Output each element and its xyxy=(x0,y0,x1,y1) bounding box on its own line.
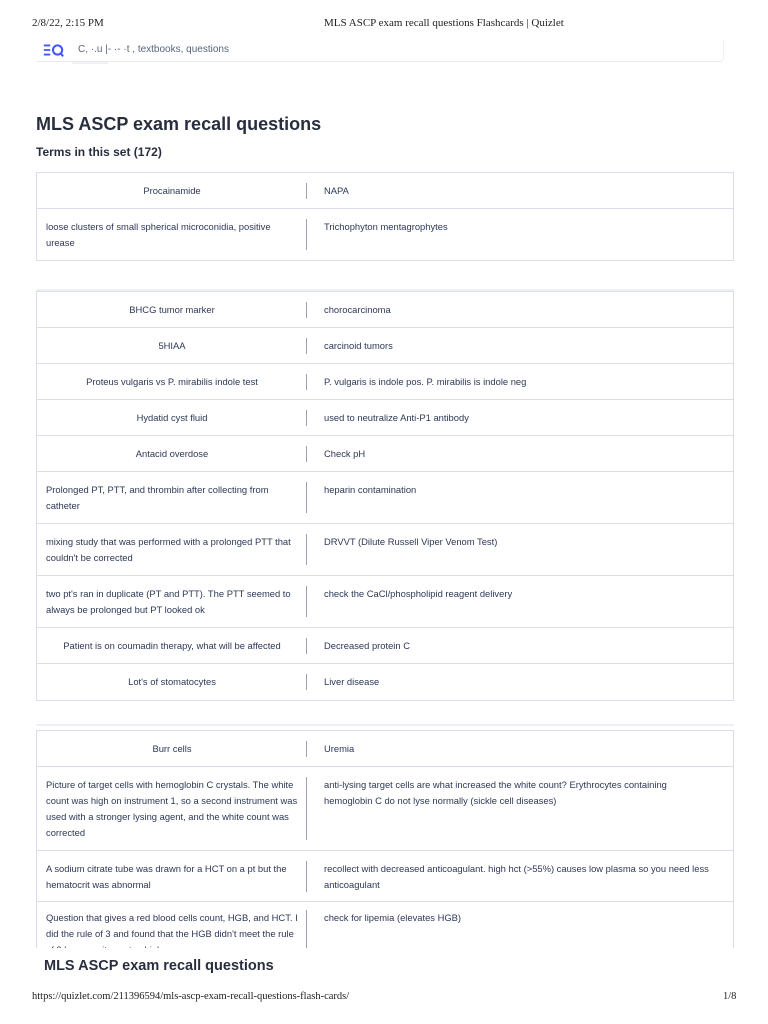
row-separator xyxy=(306,338,307,354)
print-page-number: 1/8 xyxy=(723,991,737,1002)
definition-text: Decreased protein C xyxy=(324,640,410,651)
term-text: BHCG tumor marker xyxy=(129,304,215,315)
print-footer xyxy=(0,991,768,1007)
print-header xyxy=(0,17,768,33)
term-row[interactable] xyxy=(37,731,733,767)
row-separator xyxy=(306,446,307,462)
term-text: Picture of target cells with hemoglobin C crystals. The white count was high on instrument 1, so a second instrument was used with a stronger lysing agent, and the white count was corrected xyxy=(46,779,298,838)
row-separator xyxy=(306,777,307,840)
card-divider xyxy=(36,724,734,726)
definition-text: Uremia xyxy=(324,743,355,754)
term-text: Proteus vulgaris vs P. mirabilis indole test xyxy=(86,376,258,387)
term-row[interactable] xyxy=(37,292,733,328)
row-separator xyxy=(306,534,307,565)
row-separator xyxy=(306,302,307,318)
definition-text: Liver disease xyxy=(324,676,380,687)
footer-title: MLS ASCP exam recall questions xyxy=(44,958,274,974)
term-text: Hydatid cyst fluid xyxy=(136,412,208,423)
term-text: Lot's of stomatocytes xyxy=(128,676,216,687)
row-separator xyxy=(306,586,307,617)
terms-heading: Terms in this set (172) xyxy=(36,145,162,159)
definition-text: used to neutralize Anti-P1 antibody xyxy=(324,412,469,423)
terms-card-3 xyxy=(36,730,734,960)
term-row[interactable] xyxy=(37,364,733,400)
terms-card-2 xyxy=(36,291,734,701)
definition-text: anti-lysing target cells are what increased the white count? Erythrocytes containing hemoglobin C do not lyse normally (sickle cell diseases) xyxy=(324,779,667,806)
term-row[interactable] xyxy=(37,664,733,700)
definition-text: chorocarcinoma xyxy=(324,304,391,315)
row-separator xyxy=(306,674,307,690)
terms-card-1 xyxy=(36,172,734,261)
definition-text: carcinoid tumors xyxy=(324,340,393,351)
print-date: 2/8/22, 2:15 PM xyxy=(32,17,104,29)
definition-text: NAPA xyxy=(324,185,349,196)
definition-text: check for lipemia (elevates HGB) xyxy=(324,912,462,923)
search-input[interactable]: C, ·.u |- ·- ·t , textbooks, questions xyxy=(78,44,229,55)
term-row[interactable] xyxy=(37,400,733,436)
page-title: MLS ASCP exam recall questions xyxy=(36,114,322,134)
term-row[interactable] xyxy=(37,328,733,364)
term-row[interactable] xyxy=(37,209,733,260)
definition-text: recollect with decreased anticoagulant. high hct (>55%) causes low plasma so you need less anticoagulant xyxy=(324,863,709,890)
term-row[interactable] xyxy=(37,436,733,472)
term-row[interactable] xyxy=(37,524,733,576)
definition-text: Check pH xyxy=(324,448,366,459)
term-text: Prolonged PT, PTT, and thrombin after collecting from catheter xyxy=(46,484,269,511)
term-row[interactable] xyxy=(37,767,733,851)
term-row[interactable] xyxy=(37,472,733,524)
row-separator xyxy=(306,374,307,390)
term-text: Antacid overdose xyxy=(135,448,209,459)
print-url[interactable]: https://quizlet.com/211396594/mls-ascp-exam-recall-questions-flash-cards/ xyxy=(32,991,350,1002)
term-row[interactable] xyxy=(37,173,733,209)
search-bar[interactable] xyxy=(36,40,724,62)
term-row[interactable] xyxy=(37,628,733,664)
term-text: two pt's ran in duplicate (PT and PTT). The PTT seemed to always be prolonged but PT looked ok xyxy=(46,588,291,615)
term-text: loose clusters of small spherical microconidia, positive urease xyxy=(46,221,271,248)
term-text: Question that gives a red blood cells count, HGB, and HCT. I did the rule of 3 and found that the HGB didn't meet the rule xyxy=(46,912,298,939)
quizlet-logo-icon[interactable] xyxy=(42,41,64,59)
row-separator xyxy=(306,183,307,199)
definition-text: P. vulgaris is indole pos. P. mirabilis is indole neg xyxy=(324,376,527,387)
row-separator xyxy=(306,741,307,757)
search-underline xyxy=(72,62,108,64)
definition-text: DRVVT (Dilute Russell Viper Venom Test) xyxy=(324,536,498,547)
row-separator xyxy=(306,861,307,892)
term-text: mixing study that was performed with a prolonged PTT that couldn't be corrected xyxy=(46,536,291,563)
row-separator xyxy=(306,638,307,654)
term-row[interactable] xyxy=(37,851,733,902)
term-text: Procainamide xyxy=(143,185,201,196)
definition-text: heparin contamination xyxy=(324,484,417,495)
row-separator xyxy=(306,482,307,513)
term-text: Patient is on coumadin therapy, what will be affected xyxy=(63,640,281,651)
term-text: 5HIAA xyxy=(158,340,186,351)
row-separator xyxy=(306,219,307,250)
print-title: MLS ASCP exam recall questions Flashcards | Quizlet xyxy=(324,17,564,29)
row-separator xyxy=(306,410,307,426)
term-text: Burr cells xyxy=(152,743,192,754)
definition-text: Trichophyton mentagrophytes xyxy=(324,221,448,232)
term-row[interactable] xyxy=(37,576,733,628)
term-text: A sodium citrate tube was drawn for a HCT on a pt but the hematocrit was abnormal xyxy=(46,863,287,890)
definition-text: check the CaCl/phospholipid reagent delivery xyxy=(324,588,513,599)
